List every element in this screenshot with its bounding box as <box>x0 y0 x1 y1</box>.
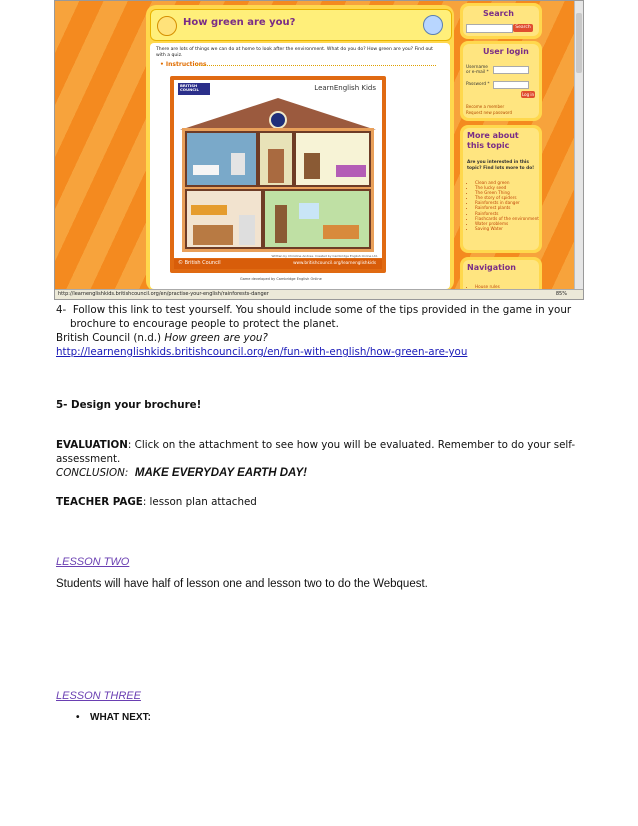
resource-link[interactable]: http://learnenglishkids.britishcouncil.org/en/fun-with-english/how-green-are-you <box>56 346 468 358</box>
login-panel <box>460 41 542 121</box>
topic-item[interactable]: • The Green Thing <box>475 190 539 195</box>
topic-item[interactable]: • Saving Water <box>475 226 539 231</box>
link-row <box>56 345 598 359</box>
game-banner <box>174 80 382 98</box>
shower[interactable] <box>231 153 245 175</box>
kitchen-counter[interactable] <box>193 225 233 245</box>
citation-title: How green are you? <box>164 332 268 344</box>
learnenglish-kids-logo: LearnEnglish Kids <box>314 84 376 92</box>
evaluation-label: EVALUATION <box>56 439 128 451</box>
citation-prefix: British Council (n.d.) <box>56 332 165 344</box>
site-logo-icon <box>157 16 177 36</box>
footer-url[interactable]: www.britishcouncil.org/learnenglishkids <box>293 260 376 265</box>
bathtub[interactable] <box>193 165 219 175</box>
teacher-label: TEACHER PAGE <box>56 496 143 508</box>
bullet-icon: • <box>76 712 80 723</box>
bullet-list-item <box>76 712 151 723</box>
username-label: Username or e-mail * <box>466 65 489 75</box>
conclusion-text: MAKE EVERYDAY EARTH DAY! <box>134 467 307 479</box>
lesson-two-text: Students will have half of lesson one and lesson two to do the Webquest. <box>56 578 428 590</box>
topic-item[interactable]: • Rainforests <box>475 211 539 216</box>
step-4 <box>56 303 598 359</box>
topic-item[interactable]: • The story of spiders <box>475 195 539 200</box>
developer-credit: Game developed by Cambridge English Online <box>240 277 322 281</box>
search-button[interactable]: Search <box>513 24 533 32</box>
topic-item[interactable]: • Rainforests in danger <box>475 200 539 205</box>
window[interactable] <box>299 203 319 219</box>
topic-title: More about this topic <box>467 131 519 150</box>
step-4-paragraph <box>56 303 598 331</box>
search-title: Search <box>483 9 514 18</box>
conclusion-paragraph <box>56 466 598 480</box>
login-button[interactable]: Log in <box>521 92 535 97</box>
step-4-text: Follow this link to test yourself. You should include some of the tips provided in the game in your brochure to encourage people to protect the planet. <box>70 304 572 330</box>
browser-status-bar <box>55 289 583 299</box>
password-field[interactable] <box>493 81 529 89</box>
shelves[interactable] <box>191 205 227 215</box>
topic-panel <box>460 125 542 253</box>
status-url: http://learnenglishkids.britishcouncil.org/en/practise-your-english/rainforests-danger <box>58 291 269 297</box>
british-council-logo: BRITISH COUNCIL <box>178 83 210 95</box>
living-room[interactable] <box>263 189 371 249</box>
site-header <box>150 9 452 41</box>
evaluation-text: : Click on the attachment to see how you will be evaluated. Remember to do your self-assessment. <box>56 439 576 465</box>
topic-item[interactable]: • The lucky seed <box>475 185 539 190</box>
site-main-panel <box>146 5 454 291</box>
topic-item[interactable]: • Clean and green <box>475 180 539 185</box>
instructions-link[interactable]: • Instructions <box>160 61 207 68</box>
kitchen[interactable] <box>185 189 263 249</box>
round-window[interactable] <box>269 111 287 129</box>
conclusion-label: CONCLUSION: <box>56 467 129 479</box>
navigation-title: Navigation <box>467 263 516 272</box>
game-frame[interactable] <box>170 76 386 273</box>
login-title: User login <box>483 47 529 56</box>
bed[interactable] <box>336 165 366 177</box>
sofa[interactable] <box>323 225 359 239</box>
embedded-browser-screenshot <box>54 0 584 300</box>
lesson-three-heading: LESSON THREE <box>56 690 141 702</box>
bathroom[interactable] <box>185 131 258 187</box>
content-panel <box>150 43 450 289</box>
game-credit: Written by Christine Andrea. Created by Cambridge English Online Ltd. <box>271 254 378 258</box>
topic-item[interactable]: • Rainforest plants <box>475 205 539 210</box>
scrollbar-thumb[interactable] <box>576 13 582 73</box>
house-body <box>182 128 374 252</box>
password-label: Password * <box>466 82 490 87</box>
evaluation-paragraph <box>56 438 598 466</box>
hallway-upstairs[interactable] <box>258 131 294 187</box>
nav-item-house-rules[interactable]: • House rules <box>475 284 500 289</box>
username-field[interactable] <box>493 66 529 74</box>
step-5: 5- Design your brochure! <box>56 399 202 411</box>
bullet-text: WHAT NEXT: <box>90 712 151 723</box>
wardrobe[interactable] <box>304 153 320 179</box>
intro-text: There are lots of things we can do at home to look after the environment. What do you do? How green are you? Find out with a quiz. <box>156 47 433 58</box>
topic-item[interactable]: • Water problems <box>475 221 539 226</box>
search-panel <box>460 3 542 39</box>
topic-question: Are you interested in this topic? Find lots more to do! <box>467 160 535 171</box>
zoom-level[interactable]: 85% <box>555 291 567 297</box>
fridge[interactable] <box>239 215 255 245</box>
search-input[interactable] <box>466 24 513 33</box>
door[interactable] <box>268 149 284 183</box>
game-footer <box>174 259 382 269</box>
house-illustration[interactable] <box>174 98 382 258</box>
reset-password-link[interactable]: Request new password <box>466 110 513 115</box>
site-title: How green are you? <box>183 17 296 28</box>
footer-brand: © British Council <box>178 260 221 266</box>
front-door[interactable] <box>275 205 287 243</box>
teacher-page-paragraph <box>56 495 598 509</box>
divider <box>196 65 436 66</box>
step-4-number: 4- <box>56 304 67 316</box>
mascot-icon <box>423 15 443 35</box>
lesson-two-heading: LESSON TWO <box>56 556 130 568</box>
register-link[interactable]: Become a member <box>466 104 505 109</box>
teacher-text: : lesson plan attached <box>142 496 257 508</box>
topic-item[interactable]: • Flashcards of the environment <box>475 216 539 221</box>
scrollbar[interactable] <box>574 1 583 290</box>
topic-list <box>467 180 539 231</box>
bedroom[interactable] <box>294 131 371 187</box>
citation <box>56 331 598 345</box>
